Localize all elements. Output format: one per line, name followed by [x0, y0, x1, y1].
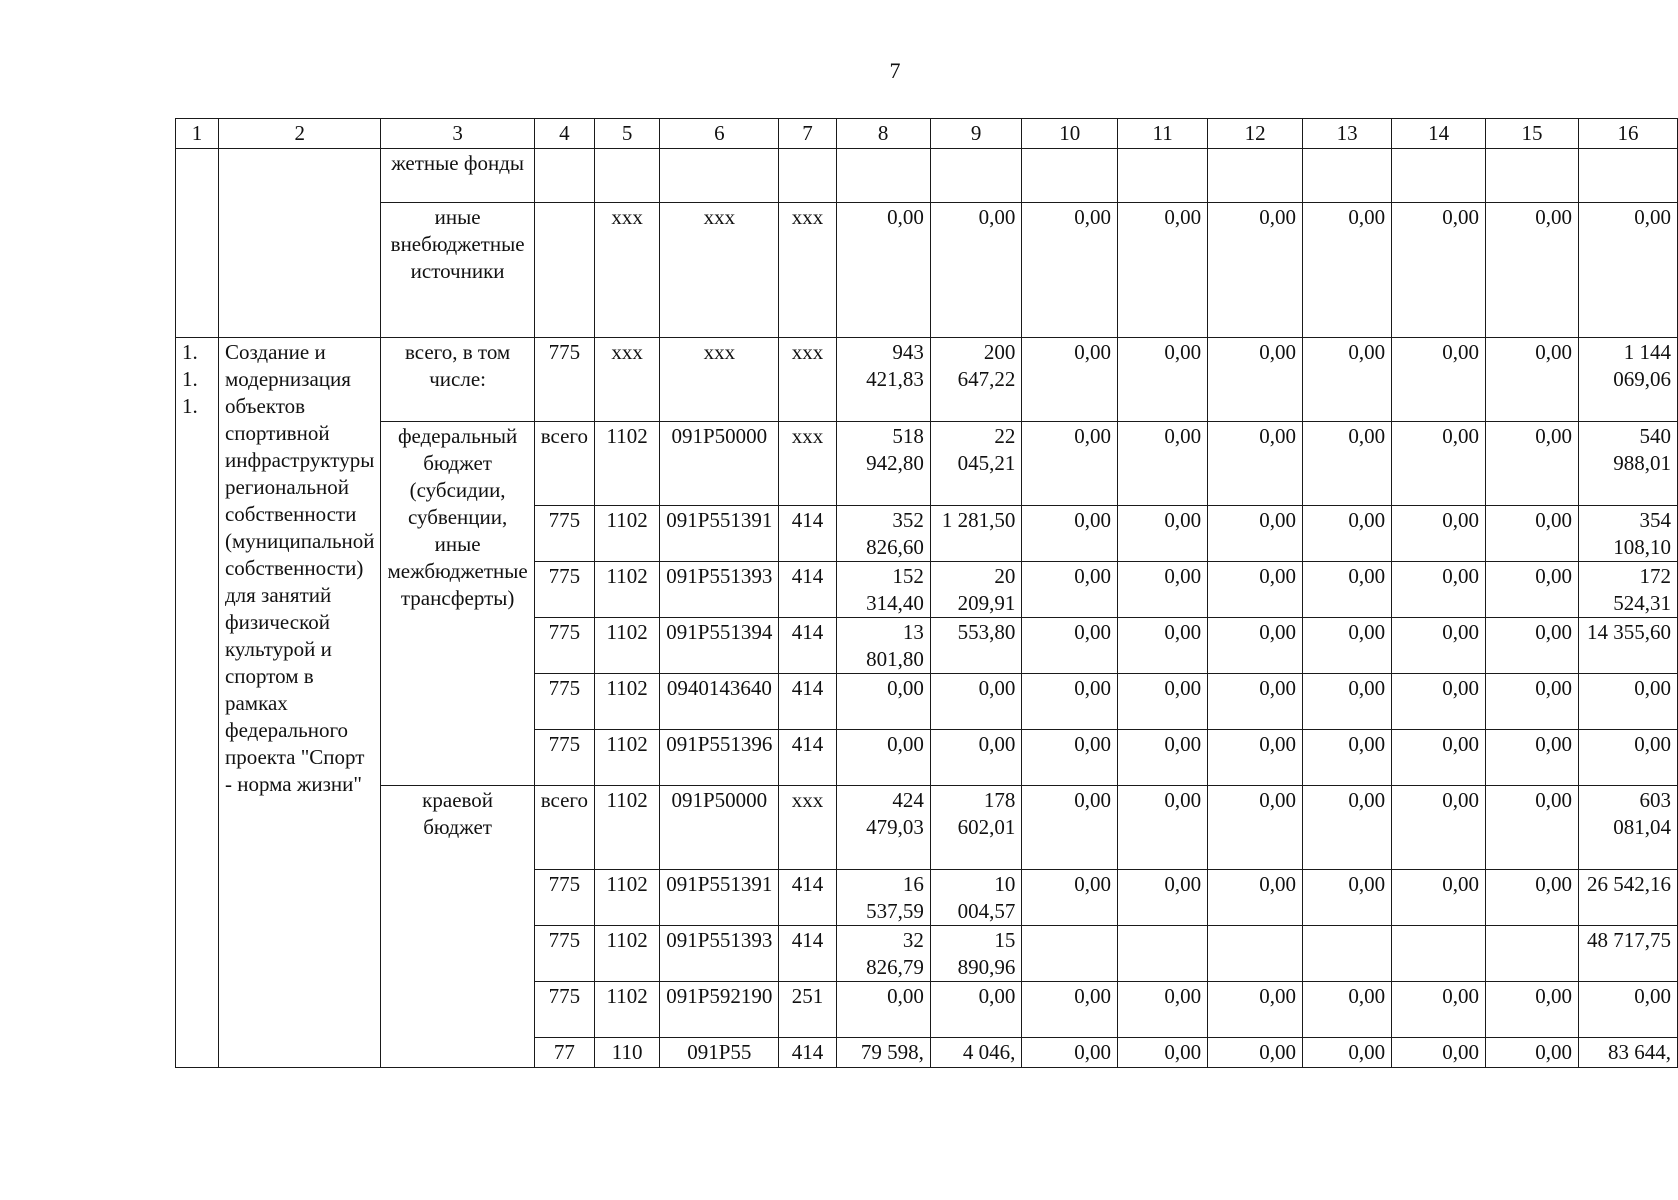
value-cell: 0,00 — [1392, 422, 1486, 506]
value-cell: 22 045,21 — [930, 422, 1022, 506]
value-cell: 1 144 069,06 — [1578, 338, 1677, 422]
table-cell — [1208, 149, 1303, 203]
value-cell: 0,00 — [1302, 422, 1391, 506]
header-cell: 1 — [176, 119, 219, 149]
value-cell: 1 281,50 — [930, 506, 1022, 562]
table-cell: 1102 — [595, 730, 660, 786]
value-cell — [1208, 926, 1303, 982]
table-cell: 251 — [779, 982, 836, 1038]
header-cell: 14 — [1392, 119, 1486, 149]
value-cell: 0,00 — [1022, 786, 1118, 870]
table-cell: 775 — [534, 730, 594, 786]
value-cell: 0,00 — [836, 203, 930, 338]
value-cell: 0,00 — [1302, 506, 1391, 562]
table-cell: 091P592190 — [660, 982, 779, 1038]
header-cell: 6 — [660, 119, 779, 149]
table-cell: 775 — [534, 562, 594, 618]
value-cell: 0,00 — [1392, 870, 1486, 926]
table-cell: 775 — [534, 506, 594, 562]
value-cell: 354 108,10 — [1578, 506, 1677, 562]
value-cell: 0,00 — [1486, 506, 1579, 562]
table-cell: 414 — [779, 506, 836, 562]
table-cell: 1102 — [595, 982, 660, 1038]
value-cell: 0,00 — [1118, 982, 1208, 1038]
table-cell: 091P551394 — [660, 618, 779, 674]
header-cell: 16 — [1578, 119, 1677, 149]
table-cell — [534, 203, 594, 338]
value-cell: 0,00 — [1302, 674, 1391, 730]
table-cell: всего — [534, 786, 594, 870]
value-cell: 0,00 — [1486, 870, 1579, 926]
table-cell: ххх — [595, 203, 660, 338]
source-cell: всего, в том числе: — [381, 338, 534, 422]
table-cell: 414 — [779, 618, 836, 674]
value-cell: 13 801,80 — [836, 618, 930, 674]
table-cell: 1102 — [595, 786, 660, 870]
table-cell: ххх — [779, 422, 836, 506]
value-cell: 0,00 — [1022, 338, 1118, 422]
table-cell: ххх — [660, 203, 779, 338]
value-cell: 0,00 — [1302, 870, 1391, 926]
value-cell: 0,00 — [1392, 338, 1486, 422]
header-cell: 5 — [595, 119, 660, 149]
value-cell: 352 826,60 — [836, 506, 930, 562]
value-cell: 14 355,60 — [1578, 618, 1677, 674]
table-cell — [1392, 149, 1486, 203]
value-cell: 83 644, — [1578, 1038, 1677, 1068]
table-cell: 775 — [534, 338, 594, 422]
value-cell: 0,00 — [1208, 618, 1303, 674]
header-cell: 8 — [836, 119, 930, 149]
table-cell — [595, 149, 660, 203]
value-cell: 0,00 — [1392, 730, 1486, 786]
value-cell: 0,00 — [1392, 982, 1486, 1038]
table-cell — [1118, 149, 1208, 203]
table-cell: ххх — [660, 338, 779, 422]
value-cell: 16 537,59 — [836, 870, 930, 926]
table-cell: 091P551393 — [660, 926, 779, 982]
table-cell: 091P551396 — [660, 730, 779, 786]
value-cell: 0,00 — [1486, 422, 1579, 506]
header-row — [176, 119, 1678, 149]
value-cell: 0,00 — [836, 982, 930, 1038]
table-cell: 775 — [534, 618, 594, 674]
value-cell: 79 598, — [836, 1038, 930, 1068]
value-cell: 0,00 — [1208, 422, 1303, 506]
value-cell: 0,00 — [1022, 203, 1118, 338]
table-cell: 091P50000 — [660, 422, 779, 506]
value-cell: 0,00 — [1578, 674, 1677, 730]
value-cell: 0,00 — [1486, 203, 1579, 338]
table-cell: 1102 — [595, 870, 660, 926]
value-cell — [1486, 926, 1579, 982]
value-cell: 0,00 — [836, 730, 930, 786]
table-cell — [1578, 149, 1677, 203]
header-cell: 15 — [1486, 119, 1579, 149]
value-cell: 178 602,01 — [930, 786, 1022, 870]
table-cell: 1102 — [595, 506, 660, 562]
table-row — [176, 422, 1678, 506]
value-cell: 172 524,31 — [1578, 562, 1677, 618]
table-row — [176, 203, 1678, 338]
table-cell: 110 — [595, 1038, 660, 1068]
value-cell: 0,00 — [1302, 562, 1391, 618]
value-cell: 518 942,80 — [836, 422, 930, 506]
value-cell: 603 081,04 — [1578, 786, 1677, 870]
value-cell: 0,00 — [1392, 618, 1486, 674]
table-cell — [1022, 149, 1118, 203]
cell-empty — [218, 149, 381, 338]
table-cell: ххх — [779, 786, 836, 870]
value-cell: 0,00 — [1486, 618, 1579, 674]
value-cell: 0,00 — [1022, 870, 1118, 926]
value-cell: 0,00 — [1578, 730, 1677, 786]
value-cell: 0,00 — [1118, 618, 1208, 674]
table-cell: 775 — [534, 870, 594, 926]
value-cell — [1302, 926, 1391, 982]
value-cell: 0,00 — [1208, 786, 1303, 870]
value-cell: 0,00 — [930, 982, 1022, 1038]
value-cell: 0,00 — [930, 203, 1022, 338]
value-cell: 0,00 — [1118, 562, 1208, 618]
value-cell: 0,00 — [1118, 786, 1208, 870]
table-cell: 1102 — [595, 422, 660, 506]
table-cell: 775 — [534, 982, 594, 1038]
table-cell — [660, 149, 779, 203]
table-cell: 1102 — [595, 618, 660, 674]
value-cell: 4 046, — [930, 1038, 1022, 1068]
value-cell: 0,00 — [1118, 1038, 1208, 1068]
value-cell: 0,00 — [1022, 982, 1118, 1038]
value-cell: 0,00 — [1022, 1038, 1118, 1068]
value-cell: 0,00 — [1208, 338, 1303, 422]
source-cell: краевой бюджет — [381, 786, 534, 1068]
value-cell: 0,00 — [1486, 674, 1579, 730]
header-cell: 13 — [1302, 119, 1391, 149]
table-cell — [1486, 149, 1579, 203]
value-cell — [1118, 926, 1208, 982]
header-cell: 7 — [779, 119, 836, 149]
value-cell: 0,00 — [1302, 730, 1391, 786]
value-cell: 0,00 — [1118, 506, 1208, 562]
value-cell: 0,00 — [1302, 618, 1391, 674]
value-cell: 0,00 — [1118, 870, 1208, 926]
value-cell: 0,00 — [1022, 506, 1118, 562]
value-cell: 0,00 — [1392, 506, 1486, 562]
table-cell: 775 — [534, 674, 594, 730]
table-cell: 414 — [779, 730, 836, 786]
value-cell — [1022, 926, 1118, 982]
table-cell: 77 — [534, 1038, 594, 1068]
value-cell: 424 479,03 — [836, 786, 930, 870]
value-cell: 0,00 — [1208, 203, 1303, 338]
table-cell: 775 — [534, 926, 594, 982]
header-cell: 12 — [1208, 119, 1303, 149]
table-cell: 414 — [779, 562, 836, 618]
table-cell: 1102 — [595, 562, 660, 618]
header-cell: 9 — [930, 119, 1022, 149]
value-cell: 0,00 — [1392, 203, 1486, 338]
table-row — [176, 786, 1678, 870]
value-cell: 0,00 — [1022, 618, 1118, 674]
value-cell: 0,00 — [1208, 982, 1303, 1038]
value-cell: 0,00 — [1302, 338, 1391, 422]
table-cell: всего — [534, 422, 594, 506]
table-cell — [534, 149, 594, 203]
section-name: Создание и модернизация объектов спортивной инфраструктуры региональной собственности (муниципальной собственности) для занятий физической культурой и спортом в рамках федерального проекта "Спорт - норма жизни" — [218, 338, 381, 1068]
cell-empty — [176, 149, 219, 338]
header-cell: 3 — [381, 119, 534, 149]
value-cell: 0,00 — [1208, 506, 1303, 562]
value-cell: 0,00 — [930, 730, 1022, 786]
value-cell: 152 314,40 — [836, 562, 930, 618]
value-cell: 0,00 — [1118, 422, 1208, 506]
value-cell: 0,00 — [1302, 1038, 1391, 1068]
table-cell: 091P551391 — [660, 506, 779, 562]
value-cell: 0,00 — [1302, 203, 1391, 338]
budget-table — [175, 118, 1678, 1068]
value-cell: 15 890,96 — [930, 926, 1022, 982]
section-number: 1. 1. 1. — [176, 338, 219, 1068]
value-cell: 0,00 — [1208, 562, 1303, 618]
header-cell: 11 — [1118, 119, 1208, 149]
value-cell: 0,00 — [1578, 203, 1677, 338]
value-cell: 0,00 — [1118, 730, 1208, 786]
table-cell: 091P551391 — [660, 870, 779, 926]
table-cell: 1102 — [595, 926, 660, 982]
value-cell: 0,00 — [1486, 1038, 1579, 1068]
value-cell: 943 421,83 — [836, 338, 930, 422]
header-cell: 4 — [534, 119, 594, 149]
header-cell: 10 — [1022, 119, 1118, 149]
value-cell: 0,00 — [1208, 674, 1303, 730]
value-cell: 0,00 — [1208, 870, 1303, 926]
value-cell: 0,00 — [1118, 203, 1208, 338]
value-cell: 0,00 — [1392, 786, 1486, 870]
value-cell: 0,00 — [1392, 674, 1486, 730]
value-cell: 540 988,01 — [1578, 422, 1677, 506]
table-cell — [836, 149, 930, 203]
header-cell: 2 — [218, 119, 381, 149]
value-cell: 0,00 — [1022, 730, 1118, 786]
value-cell: 0,00 — [1118, 338, 1208, 422]
table-cell: ххх — [779, 338, 836, 422]
table-cell — [779, 149, 836, 203]
table-cell — [1302, 149, 1391, 203]
value-cell: 0,00 — [1392, 562, 1486, 618]
value-cell: 0,00 — [1578, 982, 1677, 1038]
table-cell: ххх — [595, 338, 660, 422]
value-cell: 0,00 — [1022, 674, 1118, 730]
value-cell: 0,00 — [1486, 982, 1579, 1038]
value-cell: 0,00 — [1302, 786, 1391, 870]
page-number: 7 — [889, 58, 901, 83]
table-cell: 091P551393 — [660, 562, 779, 618]
value-cell: 553,80 — [930, 618, 1022, 674]
source-cell: федеральный бюджет (субсидии, субвенции, иные межбюджетные трансферты) — [381, 422, 534, 786]
value-cell: 0,00 — [930, 674, 1022, 730]
value-cell: 0,00 — [1208, 1038, 1303, 1068]
table-cell: 1102 — [595, 674, 660, 730]
table-cell: 091P55 — [660, 1038, 779, 1068]
value-cell: 0,00 — [1486, 338, 1579, 422]
value-cell: 32 826,79 — [836, 926, 930, 982]
value-cell: 10 004,57 — [930, 870, 1022, 926]
table-cell: 0940143640 — [660, 674, 779, 730]
value-cell: 26 542,16 — [1578, 870, 1677, 926]
table-cell: 414 — [779, 674, 836, 730]
table-cell: 414 — [779, 870, 836, 926]
value-cell: 0,00 — [1486, 562, 1579, 618]
value-cell: 0,00 — [1486, 786, 1579, 870]
source-cell: жетные фонды — [381, 149, 534, 203]
value-cell: 0,00 — [1486, 730, 1579, 786]
table-row — [176, 149, 1678, 203]
table-cell — [930, 149, 1022, 203]
value-cell: 0,00 — [1022, 422, 1118, 506]
value-cell: 0,00 — [1118, 674, 1208, 730]
value-cell: 200 647,22 — [930, 338, 1022, 422]
value-cell: 0,00 — [1208, 730, 1303, 786]
value-cell: 0,00 — [1022, 562, 1118, 618]
source-cell: иные внебюджетные источники — [381, 203, 534, 338]
value-cell: 0,00 — [836, 674, 930, 730]
table-cell: ххх — [779, 203, 836, 338]
table-cell: 414 — [779, 926, 836, 982]
value-cell: 0,00 — [1302, 982, 1391, 1038]
value-cell: 48 717,75 — [1578, 926, 1677, 982]
table-cell: 414 — [779, 1038, 836, 1068]
value-cell: 20 209,91 — [930, 562, 1022, 618]
value-cell: 0,00 — [1392, 1038, 1486, 1068]
table-row — [176, 338, 1678, 422]
table-cell: 091P50000 — [660, 786, 779, 870]
value-cell — [1392, 926, 1486, 982]
